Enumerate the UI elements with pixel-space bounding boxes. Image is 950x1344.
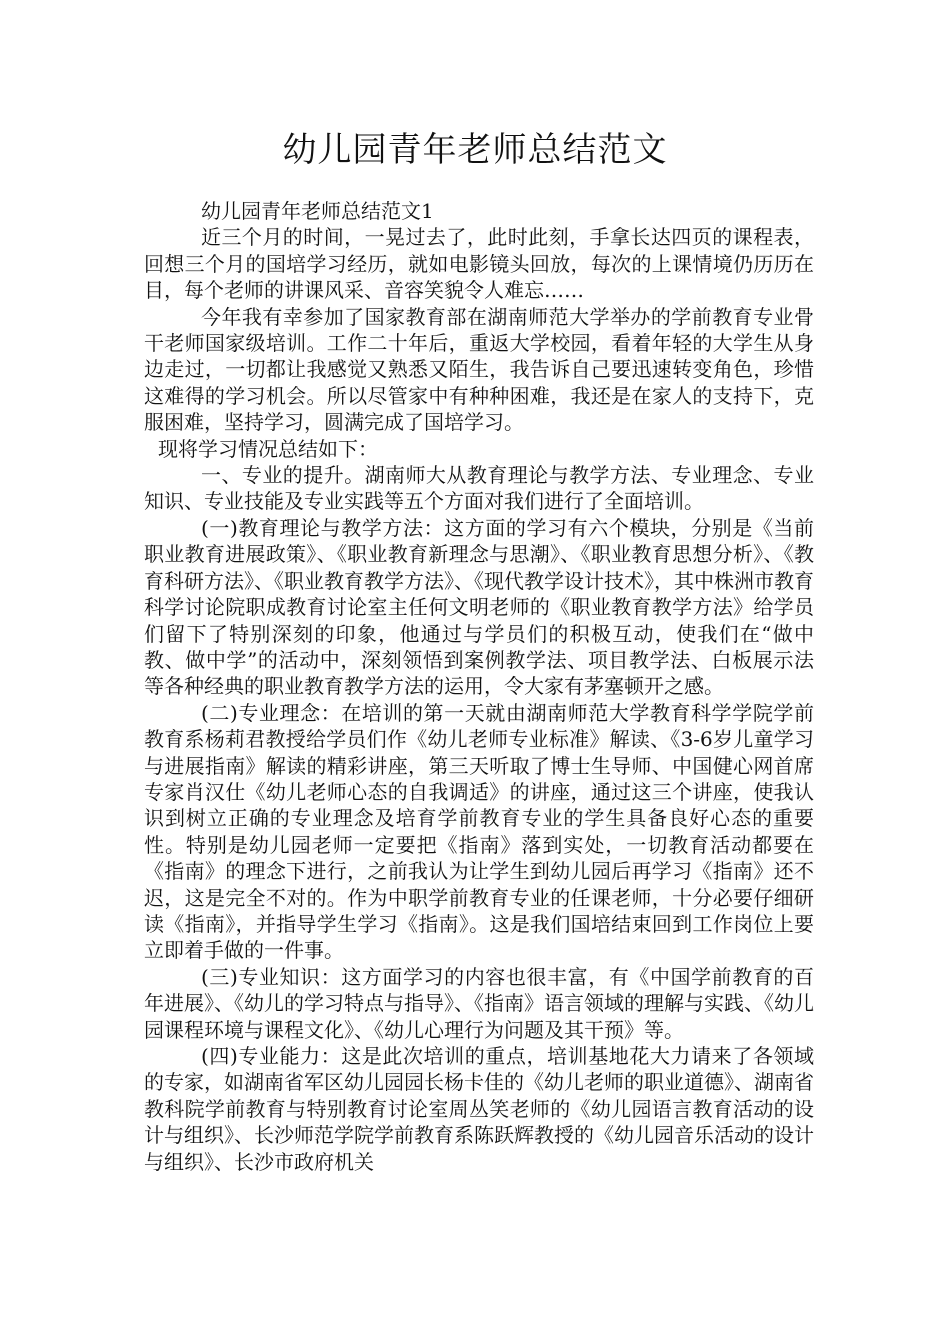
paragraph-background: 今年我有幸参加了国家教育部在湖南师范大学举办的学前教育专业骨干老师国家级培训。工作二十年后，重返大学校园，看着年轻的大学生从身边走过，一切都让我感觉又熟悉又陌生，我告诉自己要迅速转变角色，珍惜这难得的学习机会。所以尽管家中有种种困难，我还是在家人的支持下，克服困难，坚持学习，圆满完成了国培学习。 — [144, 304, 814, 435]
document-body — [144, 198, 814, 1175]
paragraph-professional-improvement: 一、专业的提升。湖南师大从教育理论与教学方法、专业理念、专业知识、专业技能及专业实践等五个方面对我们进行了全面培训。 — [144, 463, 814, 514]
paragraph-professional-concept: (二)专业理念：在培训的第一天就由湖南师范大学教育科学学院学前教育系杨莉君教授给学员们作《幼儿老师专业标准》解读、《3-6岁儿童学习与进展指南》解读的精彩讲座，第三天听取了博士生导师、中国健心网首席专家肖汉仕《幼儿老师心态的自我调适》的讲座，通过这三个讲座，使我认识到树立正确的专业理念及培育学前教育专业的学生具备良好心态的重要性。特别是幼儿园老师一定要把《指南》落到实处，一切教育活动都要在《指南》的理念下进行，之前我认为让学生到幼儿园后再学习《指南》还不迟，这是完全不对的。作为中职学前教育专业的任课老师，十分必要仔细研读《指南》，并指导学生学习《指南》。这是我们国培结束回到工作岗位上要立即着手做的一件事。 — [144, 700, 814, 963]
paragraph-summary-lead: 现将学习情况总结如下： — [158, 436, 378, 461]
section-heading: 幼儿园青年老师总结范文1 — [201, 199, 434, 223]
document-title: 幼儿园青年老师总结范文 — [282, 130, 668, 170]
paragraph-professional-knowledge: (三)专业知识：这方面学习的内容也很丰富，有《中国学前教育的百年进展》、《幼儿的学习特点与指导》、《指南》语言领域的理解与实践、《幼儿园课程环境与课程文化》、《幼儿心理行为问题及其干预》等。 — [144, 964, 814, 1042]
paragraph-professional-ability: (四)专业能力：这是此次培训的重点，培训基地花大力请来了各领域的专家，如湖南省军区幼儿园园长杨卡佳的《幼儿老师的职业道德》、湖南省教科院学前教育与特别教育讨论室周丛笑老师的《幼儿园语言教育活动的设计与组织》、长沙师范学院学前教育系陈跃辉教授的《幼儿园音乐活动的设计与组织》、长沙市政府机关 — [144, 1044, 814, 1174]
paragraph-education-theory: (一)教育理论与教学方法：这方面的学习有六个模块，分别是《当前职业教育进展政策》、《职业教育新理念与思潮》、《职业教育思想分析》、《教育科研方法》、《职业教育教学方法》、《现代教学设计技术》，其中株洲市教育科学讨论院职成教育讨论室主任何文明老师的《职业教育教学方法》给学员们留下了特别深刻的印象，他通过与学员们的积极互动，使我们在“做中教、做中学”的活动中，深刻领悟到案例教学法、项目教学法、白板展示法等各种经典的职业教育教学方法的运用，令大家有茅塞顿开之感。 — [144, 515, 814, 699]
paragraph-intro: 近三个月的时间，一晃过去了，此时此刻，手拿长达四页的课程表，回想三个月的国培学习经历，就如电影镜头回放，每次的上课情境仍历历在目，每个老师的讲课风采、音容笑貌令人难忘…… — [144, 225, 814, 303]
